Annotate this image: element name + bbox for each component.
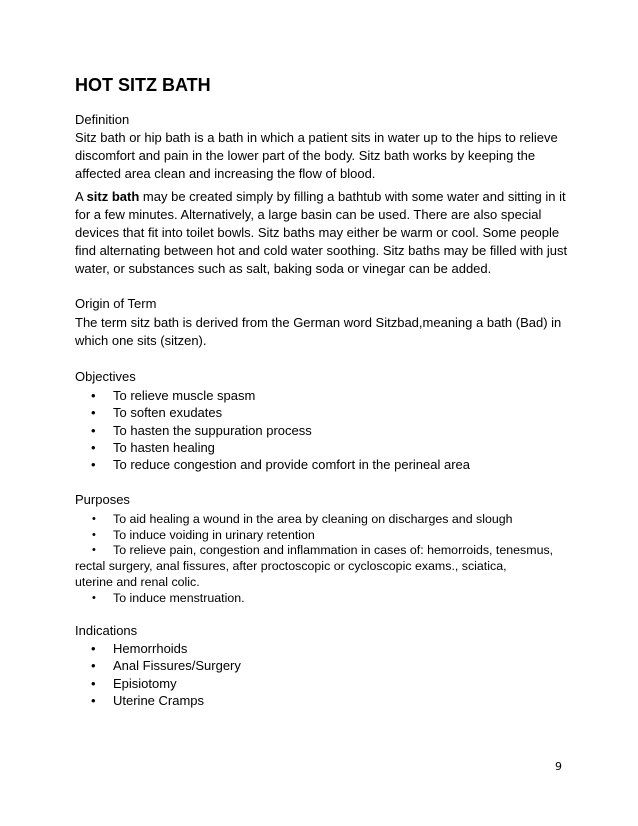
definition-paragraph [75,129,575,183]
bold-term: sitz bath [86,189,140,204]
list-item [75,512,553,528]
text-line: which one sits (sitzen). [75,333,207,348]
list-item [75,543,553,590]
text-line: discomfort and pain in the lower part of the body. Sitz bath works by keeping the [75,148,536,163]
text-line [75,188,575,206]
sitz-bath-paragraph [75,188,575,278]
list-item-text: • To relieve pain, congestion and inflammation in cases of: hemorroids, tenesmus, [113,543,554,558]
page-title: HOT SITZ BATH [75,75,211,95]
list-item: • Uterine Cramps [75,692,241,709]
text-line: The term sitz bath is derived from the German word Sitzbad,meaning a bath (Bad) in [75,315,562,330]
list-item [75,528,553,544]
text-line: devices that fit into toilet bowls. Sitz baths may either be warm or cool. Some people [75,225,560,240]
origin-paragraph [75,314,575,350]
text-fragment: may be created simply by filling a bathtub with some water and sitting in it [139,189,566,204]
list-item-continuation: rectal surgery, anal fissures, after proctoscopic or cycloscopic exams., sciatica, [75,559,507,574]
list-item [75,591,553,607]
list-item: • To relieve muscle spasm [75,387,470,404]
purposes-heading: Purposes [75,492,130,507]
list-item-text: • To induce voiding in urinary retention [113,527,315,542]
list-item-continuation: uterine and renal colic. [75,574,200,589]
list-item: • Episiotomy [75,675,241,692]
list-item-text: • To aid healing a wound in the area by cleaning on discharges and slough [113,512,513,526]
list-item: • Hemorrhoids [75,640,241,657]
text-line: water, or substances such as salt, baking soda or vinegar can be added. [75,261,492,276]
list-item: • To soften exudates [75,404,470,421]
list-item: • To reduce congestion and provide comfort in the perineal area [75,456,470,473]
text-line: for a few minutes. Alternatively, a large basin can be used. There are also special [75,207,542,222]
definition-heading: Definition [75,112,130,127]
list-item: • To hasten the suppuration process [75,422,470,439]
list-item: • To hasten healing [75,439,470,456]
list-item-text: • To induce menstruation. [113,590,245,605]
purposes-list [75,512,553,606]
text-line: find alternating between hot and cold water soothing. Sitz baths may be filled with just [75,243,568,258]
indications-list [75,640,241,709]
origin-heading: Origin of Term [75,296,157,311]
text-line: Sitz bath or hip bath is a bath in which a patient sits in water up to the hips to relieve [75,130,558,145]
objectives-heading: Objectives [75,369,136,384]
text-fragment: A [75,189,87,204]
page-number: 9 [555,760,562,773]
list-item: • Anal Fissures/Surgery [75,657,241,674]
indications-heading: Indications [75,623,138,638]
text-line: affected area clean and increasing the flow of blood. [75,166,376,181]
objectives-list [75,387,470,473]
